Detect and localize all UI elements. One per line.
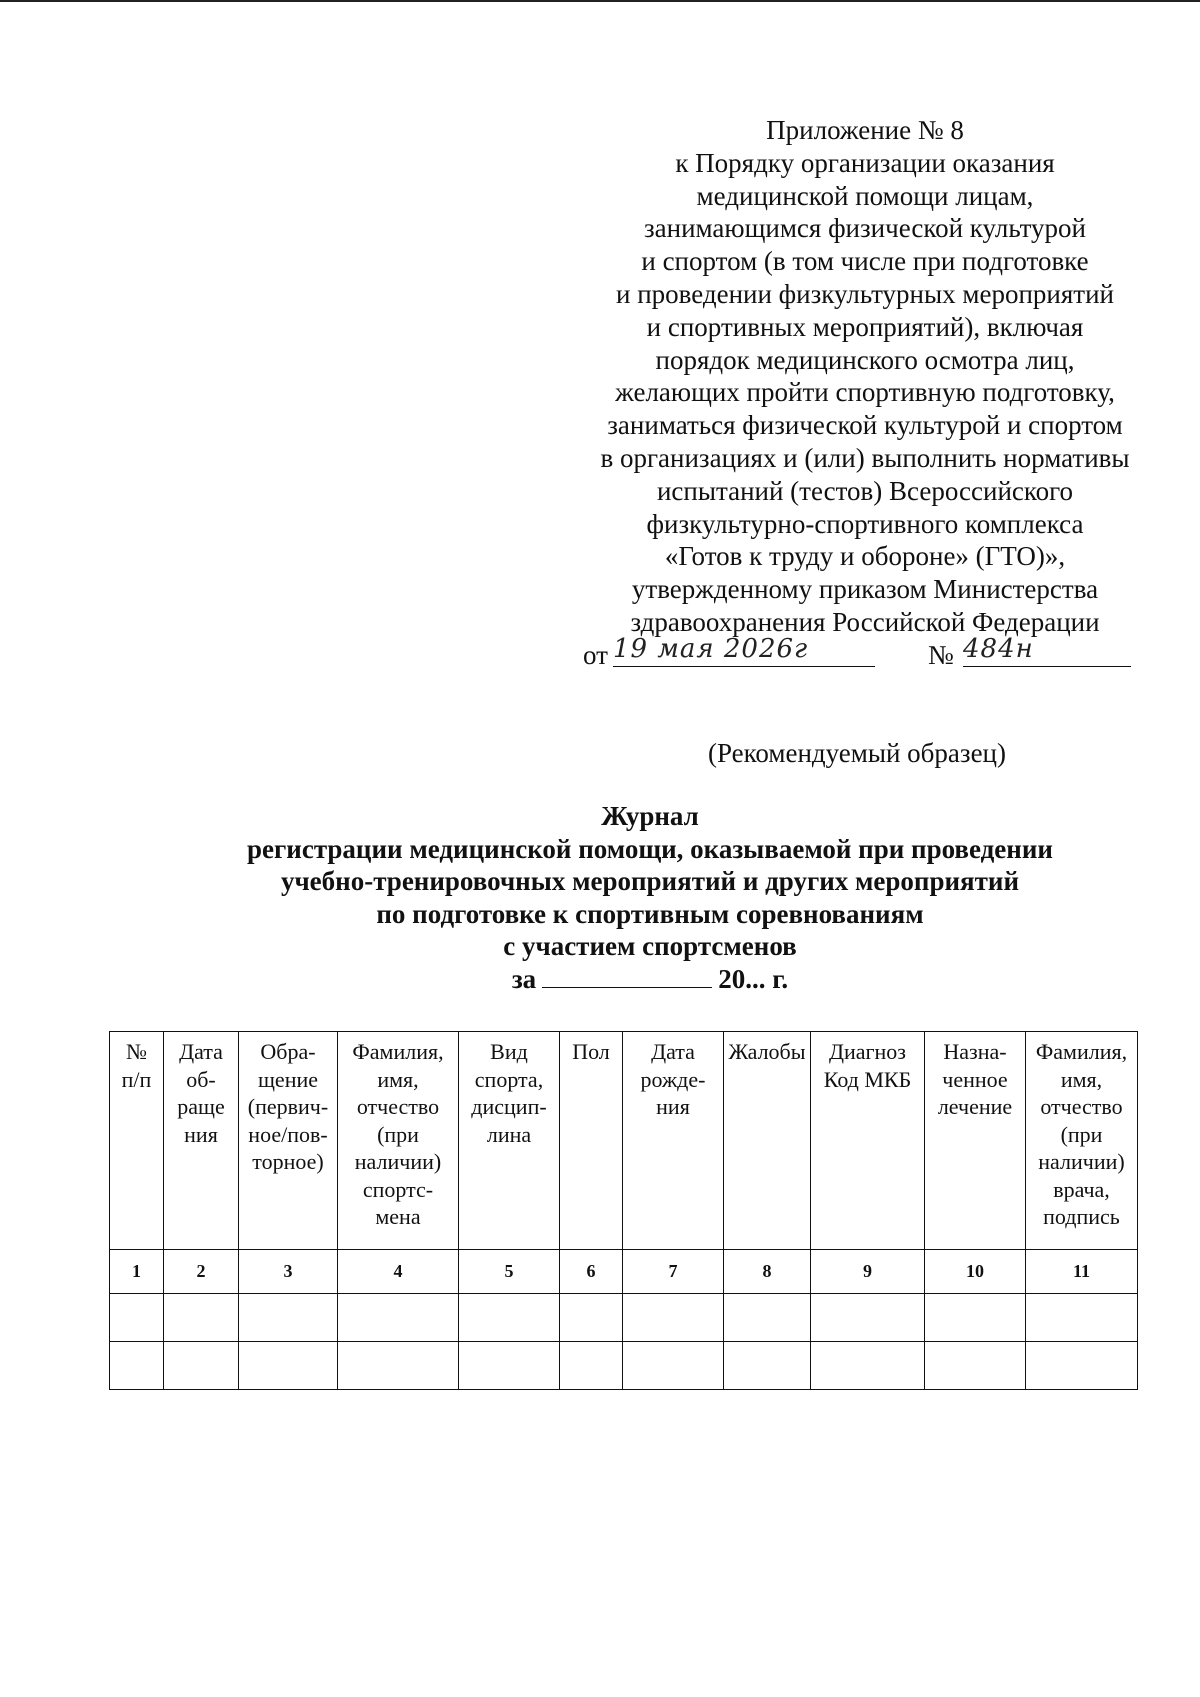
table-cell[interactable]: [925, 1294, 1026, 1342]
column-number: 8: [724, 1250, 811, 1294]
appendix-line: Приложение № 8: [766, 115, 964, 145]
appendix-line: желающих пройти спортивную подготовку,: [615, 377, 1115, 408]
column-header-text: (первич-: [247, 1094, 329, 1119]
title-line: по подготовке к спортивным соревнованиям: [376, 898, 924, 929]
journal-table: [109, 1031, 1138, 1390]
column-header: [925, 1032, 1026, 1250]
column-header-text: ния: [656, 1094, 690, 1119]
column-number: 11: [1026, 1250, 1138, 1294]
table-cell[interactable]: [110, 1342, 164, 1390]
table-cell[interactable]: [1026, 1342, 1138, 1390]
column-header-text: подпись: [1043, 1204, 1120, 1229]
title-heading: Журнал: [601, 801, 699, 831]
column-header-text: ния: [184, 1121, 218, 1147]
column-header-text: Вид: [490, 1039, 528, 1064]
period-line: [100, 963, 1200, 996]
journal-title: [100, 800, 1200, 995]
table-row: [110, 1342, 1138, 1390]
appendix-line: и спортом (в том числе при подготовке: [641, 246, 1089, 277]
column-header-text: Код МКБ: [823, 1066, 912, 1092]
column-header-text: (при: [377, 1121, 419, 1147]
column-header-text: п/п: [121, 1066, 152, 1092]
appendix-line: занимающимся физической культурой: [643, 213, 1086, 244]
column-header-text: мена: [375, 1204, 421, 1229]
column-header-text: лина: [486, 1121, 532, 1147]
column-header: [724, 1032, 811, 1250]
table-cell[interactable]: [623, 1342, 724, 1390]
column-header-text: наличии): [354, 1149, 442, 1174]
recommended-sample-note: (Рекомендуемый образец): [708, 738, 1006, 768]
table-row: [110, 1294, 1138, 1342]
column-header-text: Диагноз: [828, 1039, 907, 1064]
column-header-text: рожде-: [640, 1066, 706, 1092]
table-cell[interactable]: [239, 1342, 338, 1390]
table-cell[interactable]: [164, 1294, 239, 1342]
column-header-text: об-: [186, 1066, 216, 1092]
table-cell[interactable]: [459, 1294, 560, 1342]
column-number: 5: [459, 1250, 560, 1294]
table-cell[interactable]: [724, 1342, 811, 1390]
title-line: регистрации медицинской помощи, оказываемой при проведении: [247, 833, 1053, 864]
column-header-text: наличии): [1038, 1149, 1125, 1174]
column-header: [459, 1032, 560, 1250]
order-date-line: [583, 634, 1143, 676]
period-suffix: 20... г.: [718, 963, 789, 994]
column-number: 10: [925, 1250, 1026, 1294]
title-line: учебно-тренировочных мероприятий и других мероприятий: [280, 866, 1020, 896]
table-cell[interactable]: [560, 1294, 623, 1342]
column-header-text: (при: [1060, 1121, 1103, 1147]
table-cell[interactable]: [239, 1294, 338, 1342]
appendix-line: физкультурно-спортивного комплекса: [646, 508, 1084, 539]
column-header-text: Дата: [179, 1039, 223, 1064]
column-header-text: Пол: [572, 1039, 610, 1064]
appendix-line: порядок медицинского осмотра лиц,: [655, 344, 1075, 375]
column-header-text: раще: [177, 1094, 225, 1119]
table-cell[interactable]: [459, 1342, 560, 1390]
column-number: 1: [110, 1250, 164, 1294]
column-header: [811, 1032, 925, 1250]
appendix-line: «Готов к труду и обороне» (ГТО)»,: [664, 541, 1066, 572]
handwritten-number: 484н: [963, 634, 1131, 667]
column-header-text: имя,: [1060, 1066, 1103, 1092]
table-cell[interactable]: [338, 1294, 459, 1342]
table-cell[interactable]: [811, 1294, 925, 1342]
appendix-line: испытаний (тестов) Всероссийского: [656, 475, 1074, 506]
number-prefix: №: [928, 640, 954, 670]
column-header: [1026, 1032, 1138, 1250]
column-header-text: Жалобы: [728, 1039, 806, 1064]
column-header: [110, 1032, 164, 1250]
column-header-text: спортс-: [362, 1176, 434, 1202]
table-cell[interactable]: [623, 1294, 724, 1342]
appendix-line: заниматься физической культурой и спортом: [607, 410, 1123, 441]
table-cell[interactable]: [164, 1342, 239, 1390]
header-row: [110, 1032, 1138, 1250]
column-number: 2: [164, 1250, 239, 1294]
appendix-line: в организациях и (или) выполнить нормативы: [600, 442, 1130, 473]
column-header-text: Фамилия,: [352, 1039, 444, 1064]
column-header-text: отчество: [356, 1094, 440, 1119]
column-header-text: Обра-: [260, 1039, 316, 1064]
column-header-text: Назна-: [943, 1039, 1007, 1064]
column-header-text: врача,: [1053, 1176, 1110, 1202]
column-number: 4: [338, 1250, 459, 1294]
period-blank: [542, 963, 712, 988]
table-cell[interactable]: [811, 1342, 925, 1390]
appendix-line: к Порядку организации оказания: [675, 147, 1055, 178]
appendix-line: здравоохранения Российской Федерации: [630, 606, 1100, 637]
page-top-border: [0, 0, 1200, 2]
column-number: 9: [811, 1250, 925, 1294]
column-header-text: имя,: [377, 1066, 419, 1092]
column-number: 3: [239, 1250, 338, 1294]
column-header-text: лечение: [937, 1094, 1013, 1119]
column-header-text: Фамилия,: [1035, 1039, 1128, 1064]
column-header-text: Дата: [651, 1039, 695, 1064]
column-header: [338, 1032, 459, 1250]
column-header: [623, 1032, 724, 1250]
column-header-text: щение: [257, 1066, 319, 1092]
column-header: [239, 1032, 338, 1250]
column-header-text: спорта,: [474, 1066, 544, 1092]
table-cell[interactable]: [560, 1342, 623, 1390]
appendix-line: утвержденному приказом Министерства: [631, 574, 1099, 605]
table-cell[interactable]: [724, 1294, 811, 1342]
column-header: [560, 1032, 623, 1250]
table-cell[interactable]: [1026, 1294, 1138, 1342]
title-line: с участием спортсменов: [503, 931, 797, 961]
column-header-text: ченное: [942, 1066, 1008, 1092]
appendix-line: медицинской помощи лицам,: [696, 180, 1034, 211]
column-header-text: дисцип-: [471, 1094, 547, 1119]
period-prefix: за: [511, 963, 537, 994]
appendix-line: и спортивных мероприятий), включая: [646, 311, 1084, 342]
column-header-text: торное): [252, 1149, 324, 1174]
column-number-row: [110, 1250, 1138, 1294]
column-header-text: №: [126, 1039, 147, 1064]
handwritten-date: 19 мая 2026г: [613, 634, 875, 667]
table-cell[interactable]: [110, 1294, 164, 1342]
column-header-text: ное/пов-: [248, 1121, 328, 1147]
appendix-line: и проведении физкультурных мероприятий: [616, 278, 1114, 309]
table-cell[interactable]: [338, 1342, 459, 1390]
column-number: 6: [560, 1250, 623, 1294]
column-number: 7: [623, 1250, 724, 1294]
table-cell[interactable]: [925, 1342, 1026, 1390]
column-header: [164, 1032, 239, 1250]
column-header-text: отчество: [1040, 1094, 1123, 1119]
appendix-header: [575, 114, 1155, 639]
date-prefix: от: [583, 640, 608, 670]
